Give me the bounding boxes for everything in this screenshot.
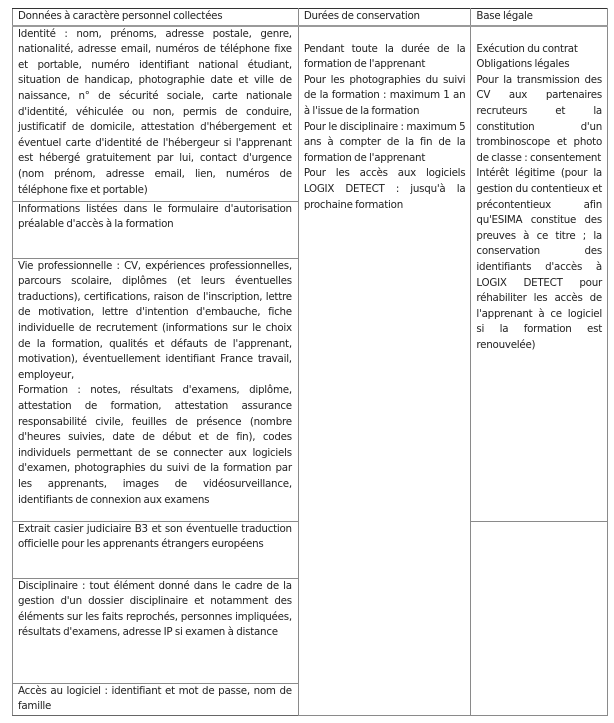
header-data-collected: Données à caractère personnel collectées <box>13 9 299 26</box>
table-header-row <box>13 9 608 26</box>
legal-basis-item: Obligations légales <box>476 58 570 71</box>
data-retention-table <box>12 8 608 716</box>
software-access-text: Accès au logiciel : identifiant et mot de passe, nom de famille <box>18 684 292 713</box>
cell-criminal-record <box>13 521 299 578</box>
cell-authorization-form <box>13 201 299 258</box>
legal-basis-item: Pour la transmission des CV aux partenaires recruteurs et la constitution d'un trombinoscope et photo de classe : consentement <box>476 73 602 164</box>
disciplinary-text: Disciplinaire : tout élément donné dans le cadre de la gestion d'un dossier disciplinaire et notamment des éléments sur les faits reprochés, personnes impliquées, résultats d'examens, adresse IP si examen à distance <box>18 579 292 639</box>
duration-item: Pour les accès aux logiciels LOGIX DETECT : jusqu'à la prochaine formation <box>303 167 466 211</box>
cell-disciplinary <box>13 578 299 683</box>
professional-life-text: Vie professionnelle : CV, expériences professionnelles, parcours scolaire, diplômes (et leurs éventuelles traductions), certifications, raison de l'inscription, lettre de motivation, lettre d'intention d'embauche, fiche individuelle de recrutement (informations sur le choix de la formation, qualités et défauts de l'apprenant, motivation), éventuellement identifiant France travail, employeur, <box>18 259 292 381</box>
duration-item: Pendant toute la durée de la formation de l'apprenant <box>303 42 466 71</box>
cell-software-access <box>13 683 299 715</box>
cell-identity <box>13 26 299 202</box>
cell-professional-life <box>13 258 299 521</box>
formation-text: Formation : notes, résultats d'examens, diplôme, attestation de formation, attestation assurance responsabilité civile, feuilles de présence (nombre d'heures suivies, date de début et de fin), codes individuels permettant de se connecter aux logiciels d'examen, photographies du suivi de la formation par les apprenants, images de vidéosurveillance, identifiants de connexion aux examens <box>18 384 292 506</box>
legal-basis-item: Exécution du contrat <box>476 42 578 55</box>
authorization-form-text: Informations listées dans le formulaire d'autorisation préalable d'accès à la formation <box>18 202 292 231</box>
table-row <box>13 26 608 202</box>
cell-durations <box>298 26 471 716</box>
cell-legal-bases <box>471 26 608 522</box>
legal-basis-item: Intérêt légitime (pour la gestion du contentieux et précontentieux afin qu'ESIMA constitue des preuves à ce titre ; la conservation des identifiants d'accès à LOGIX DETECT pour réhabiliter les accès de l'apprenant à ce logiciel si la formation est renouvelée) <box>476 167 602 351</box>
identity-text: Identité : nom, prénoms, adresse postale, genre, nationalité, adresse email, numéros de téléphone fixe et portable, numéro identifiant national étudiant, situation de handicap, photographie date et ville de naissance, n° de sécurité sociale, carte nationale d'identité, véhiculée ou non, permis de conduire, justificatif de domicile, attestation d'hébergement et éventuel carte d'identité de l'hébergeur si l'apprenant est hébergé gratuitement par lui, contact d'urgence (nom prénom, adresse email, lien, numéros de téléphone fixe et portable) <box>18 27 292 196</box>
duration-item: Pour les photographies du suivi de la formation : maximum 1 an à l'issue de la formation <box>303 73 466 117</box>
criminal-record-text: Extrait casier judiciaire B3 et son éventuelle traduction officielle pour les apprenants étrangers européens <box>18 522 292 551</box>
duration-item: Pour le disciplinaire : maximum 5 ans à compter de la fin de la formation de l'apprenant <box>303 120 466 164</box>
header-legal-basis: Base légale <box>471 9 608 26</box>
header-retention-duration: Durées de conservation <box>298 9 471 26</box>
cell-legal-empty <box>471 521 608 715</box>
